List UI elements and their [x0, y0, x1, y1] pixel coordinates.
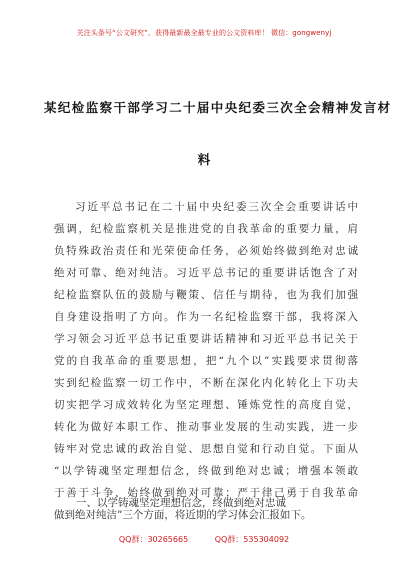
- body-line: 学习领会习近平总书记重要讲话精神和习近平总书记关于: [54, 333, 358, 345]
- footer-qq-group-2: QQ群：535304092: [214, 535, 290, 544]
- body-line: 强调，纪检监察机关是推进党的自我革命的重要力量，肩: [54, 223, 358, 235]
- body-paragraph: [54, 196, 358, 526]
- body-line: 转化为做好本职工作、推动事业发展的生动实践，进一步: [54, 421, 358, 433]
- document-title: 某纪检监察干部学习二十届中央纪委三次全会精神发言材: [44, 100, 392, 115]
- promo-banner: 关注头条号“公文研究”，获得最新最全最专业的公文资料库！ 微信：gongwenyj: [76, 29, 332, 37]
- body-line: 铸牢对党忠诚的政治自觉、思想自觉和行动自觉。下面从: [54, 443, 358, 455]
- footer-contact: [0, 534, 408, 545]
- body-line: 党的自我革命的重要思想，把“九个以”实践要求贯彻落: [54, 355, 358, 367]
- footer-qq-group-1: QQ群：30265665: [118, 535, 189, 544]
- body-line: 于善于斗争，始终做到绝对可靠；严于律己勇于自我革命: [54, 487, 358, 499]
- body-line: 实到纪检监察一切工作中，不断在深化内化转化上下功夫: [54, 377, 358, 389]
- body-line: 自身建设指明了方向。作为一名纪检监察干部，我将深入: [54, 311, 358, 323]
- body-line: 负特殊政治责任和光荣使命任务，必须始终做到绝对忠诚: [54, 245, 358, 257]
- section-heading: 一、以学铸魂坚定理想信念，终做到绝对忠诚: [76, 497, 286, 509]
- body-line: 纪检监察队伍的鼓励与鞭策、信任与期待，也为我们加强: [54, 289, 358, 301]
- body-line: 切实把学习成效转化为坚定理想、锤炼党性的高度自觉，: [54, 399, 358, 411]
- body-line: 绝对可靠、绝对纯洁。习近平总书记的重要讲话饱含了对: [54, 267, 358, 279]
- body-line: “以学铸魂坚定理想信念，终做到绝对忠诚；增强本领敢: [54, 465, 358, 477]
- document-title-continuation: 料: [197, 152, 211, 167]
- body-line: 习近平总书记在二十届中央纪委三次全会重要讲话中: [75, 201, 358, 213]
- body-line: 做到绝对纯洁”三个方面，将近期的学习体会汇报如下。: [54, 509, 312, 521]
